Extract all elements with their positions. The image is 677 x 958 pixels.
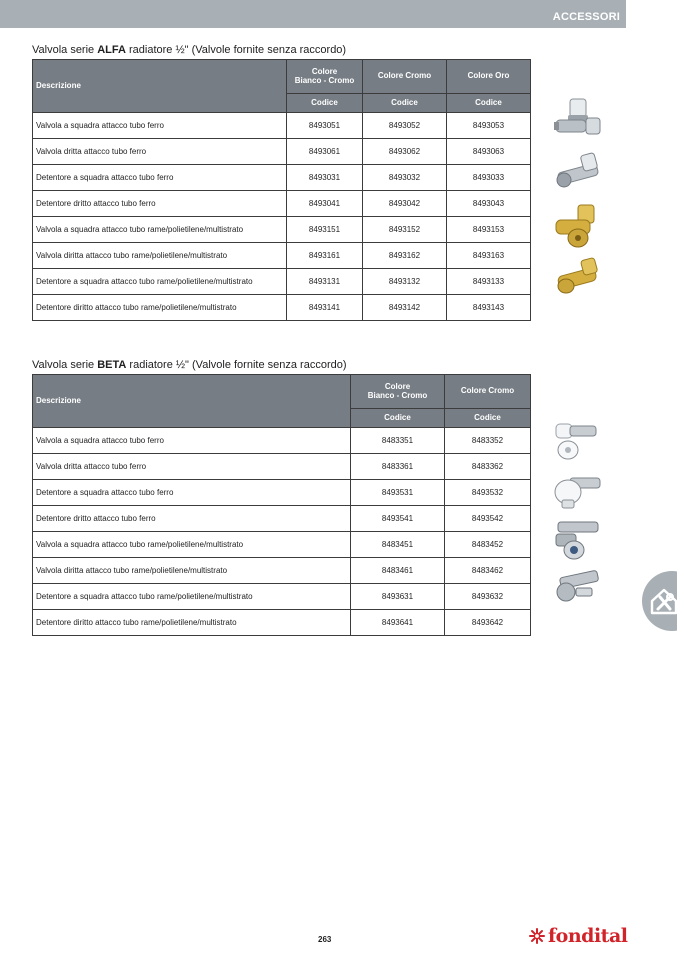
fondital-logo xyxy=(528,925,627,947)
product-code: 8493062 xyxy=(363,139,447,165)
alfa-section-title: Valvola serie ALFA radiatore ½" (Valvole fornite senza raccordo) xyxy=(32,44,347,56)
table-row xyxy=(33,269,531,295)
product-code: 8483362 xyxy=(445,454,531,480)
product-description: Valvola a squadra attacco tubo rame/polietilene/multistrato xyxy=(33,217,287,243)
product-description: Detentore a squadra attacco tubo ferro xyxy=(33,165,287,191)
product-code: 8483451 xyxy=(351,532,445,558)
product-code: 8493043 xyxy=(447,191,531,217)
product-code: 8493031 xyxy=(287,165,363,191)
page-number: 263 xyxy=(318,935,332,944)
brand-name: fondital xyxy=(548,925,628,947)
product-code: 8493532 xyxy=(445,480,531,506)
product-code: 8483361 xyxy=(351,454,445,480)
product-code: 8493163 xyxy=(447,243,531,269)
table-row xyxy=(33,558,531,584)
product-code: 8493052 xyxy=(363,113,447,139)
gold-straight-valve-image xyxy=(552,256,604,298)
product-description: Valvola diritta attacco tubo rame/polietilene/multistrato xyxy=(33,558,351,584)
chrome-angle-valve-image xyxy=(552,96,604,142)
product-code: 8493063 xyxy=(447,139,531,165)
table-row xyxy=(33,610,531,636)
product-code: 8493033 xyxy=(447,165,531,191)
table-row xyxy=(33,165,531,191)
table-row xyxy=(33,113,531,139)
product-code: 8493061 xyxy=(287,139,363,165)
product-code: 8493162 xyxy=(363,243,447,269)
product-code: 8493152 xyxy=(363,217,447,243)
product-description: Valvola dritta attacco tubo ferro xyxy=(33,139,287,165)
product-code: 8483462 xyxy=(445,558,531,584)
product-description: Detentore a squadra attacco tubo rame/polietilene/multistrato xyxy=(33,269,287,295)
col-descrizione: Descrizione xyxy=(33,60,287,113)
product-code: 8493153 xyxy=(447,217,531,243)
product-code: 8493631 xyxy=(351,584,445,610)
col-oro: Colore Oro xyxy=(447,60,531,94)
codice-header: Codice xyxy=(351,409,445,428)
col-bianco-cromo: Colore Bianco - Cromo xyxy=(287,60,363,94)
white-angle-valve-image xyxy=(552,418,604,464)
house-tools-icon xyxy=(648,585,677,617)
product-description: Valvola dritta attacco tubo ferro xyxy=(33,454,351,480)
product-code: 8493142 xyxy=(363,295,447,321)
table-row xyxy=(33,295,531,321)
product-code: 8493133 xyxy=(447,269,531,295)
codice-header: Codice xyxy=(287,94,363,113)
product-code: 8493041 xyxy=(287,191,363,217)
product-code: 8493051 xyxy=(287,113,363,139)
product-code: 8493143 xyxy=(447,295,531,321)
product-code: 8493531 xyxy=(351,480,445,506)
product-code: 8493141 xyxy=(287,295,363,321)
product-code: 8493131 xyxy=(287,269,363,295)
table-row xyxy=(33,506,531,532)
product-description: Detentore a squadra attacco tubo rame/polietilene/multistrato xyxy=(33,584,351,610)
white-straight-valve-image xyxy=(552,470,604,514)
product-description: Valvola a squadra attacco tubo ferro xyxy=(33,113,287,139)
section-label: ACCESSORI xyxy=(552,11,620,23)
product-description: Detentore dritto attacco tubo ferro xyxy=(33,506,351,532)
product-description: Valvola diritta attacco tubo rame/polietilene/multistrato xyxy=(33,243,287,269)
product-code: 8493161 xyxy=(287,243,363,269)
table-row xyxy=(33,480,531,506)
flower-logo-icon xyxy=(528,927,546,945)
codice-header: Codice xyxy=(445,409,531,428)
table-row xyxy=(33,454,531,480)
product-description: Detentore dritto attacco tubo ferro xyxy=(33,191,287,217)
codice-header: Codice xyxy=(447,94,531,113)
product-code: 8493641 xyxy=(351,610,445,636)
product-description: Detentore diritto attacco tubo rame/polietilene/multistrato xyxy=(33,295,287,321)
product-code: 8493632 xyxy=(445,584,531,610)
beta-section-title: Valvola serie BETA radiatore ½" (Valvole fornite senza raccordo) xyxy=(32,359,347,371)
alfa-table xyxy=(32,59,531,321)
beta-table xyxy=(32,374,531,636)
product-code: 8493032 xyxy=(363,165,447,191)
accessories-tab xyxy=(642,571,677,631)
codice-header: Codice xyxy=(363,94,447,113)
product-description: Detentore diritto attacco tubo rame/polietilene/multistrato xyxy=(33,610,351,636)
product-code: 8493132 xyxy=(363,269,447,295)
chrome-straight-valve-image xyxy=(552,150,604,192)
product-description: Valvola a squadra attacco tubo rame/polietilene/multistrato xyxy=(33,532,351,558)
product-code: 8493042 xyxy=(363,191,447,217)
product-description: Detentore a squadra attacco tubo ferro xyxy=(33,480,351,506)
col-cromo: Colore Cromo xyxy=(363,60,447,94)
header-bar xyxy=(0,0,626,28)
product-code: 8493053 xyxy=(447,113,531,139)
product-code: 8483351 xyxy=(351,428,445,454)
chrome-lockshield-angle-image xyxy=(552,518,604,562)
product-code: 8493541 xyxy=(351,506,445,532)
product-description: Valvola a squadra attacco tubo ferro xyxy=(33,428,351,454)
col-descrizione: Descrizione xyxy=(33,375,351,428)
product-code: 8493542 xyxy=(445,506,531,532)
product-code: 8483352 xyxy=(445,428,531,454)
product-code: 8493151 xyxy=(287,217,363,243)
product-code: 8493642 xyxy=(445,610,531,636)
col-cromo: Colore Cromo xyxy=(445,375,531,409)
table-row xyxy=(33,428,531,454)
product-code: 8483461 xyxy=(351,558,445,584)
product-code: 8483452 xyxy=(445,532,531,558)
col-bianco-cromo: Colore Bianco - Cromo xyxy=(351,375,445,409)
table-row xyxy=(33,139,531,165)
table-row xyxy=(33,532,531,558)
gold-angle-valve-image xyxy=(552,202,604,250)
table-row xyxy=(33,217,531,243)
table-row xyxy=(33,584,531,610)
table-row xyxy=(33,191,531,217)
table-row xyxy=(33,243,531,269)
chrome-lockshield-straight-image xyxy=(552,568,604,608)
